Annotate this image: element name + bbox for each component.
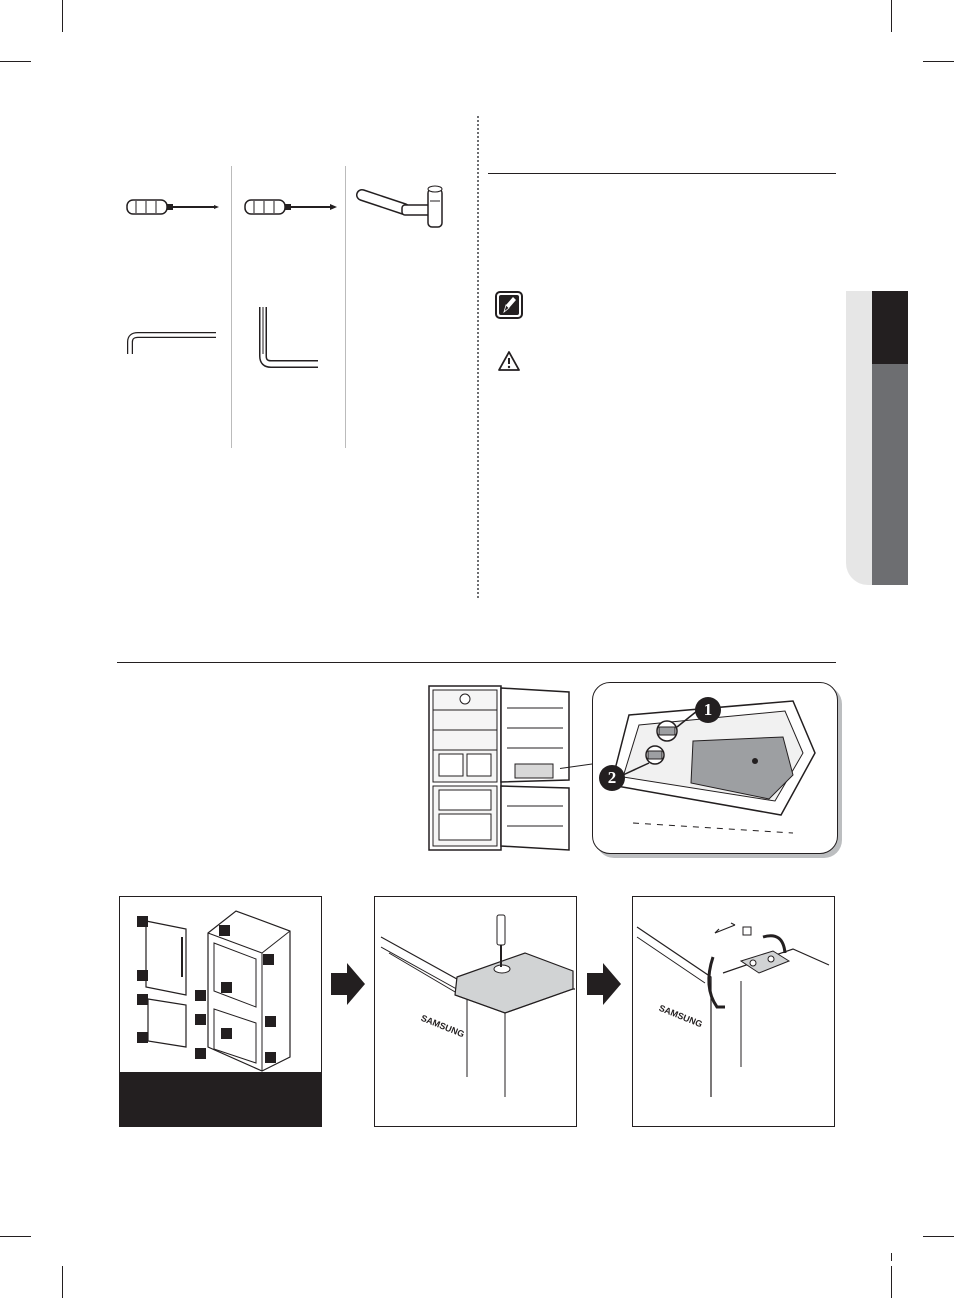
tool-grid-divider: [345, 166, 346, 448]
caution-triangle-icon: [497, 350, 521, 377]
note-pencil-icon: [495, 291, 523, 324]
step-panel-doors: [119, 896, 322, 1127]
step-marker: [265, 1016, 276, 1027]
crop-mark-top-left-v: [62, 0, 63, 32]
crop-mark-top-left-h: [0, 61, 31, 62]
step-marker: [137, 970, 148, 981]
hinge-cover-screw-illustration: [375, 897, 576, 1126]
step-marker: [219, 925, 230, 936]
crop-mark-top-right-v: [891, 0, 892, 32]
step-marker: [265, 1052, 276, 1063]
step-panel-wire-connector: [632, 896, 835, 1127]
callout-1-badge: 1: [695, 697, 721, 723]
step-marker: [195, 1048, 206, 1059]
step-marker: [195, 990, 206, 1001]
hex-key-small-icon: [126, 330, 220, 360]
step-arrow-icon: [587, 963, 621, 1010]
step-marker: [195, 1014, 206, 1025]
tray-zoom-callout: [592, 682, 838, 854]
step-caption-band: [120, 1072, 321, 1126]
hex-key-large-icon: [256, 304, 322, 370]
step-marker: [137, 1032, 148, 1043]
tool-grid-divider: [231, 166, 232, 448]
step-marker: [263, 954, 274, 965]
phillips-screwdriver-icon: [242, 196, 338, 218]
wire-connector-illustration: [633, 897, 834, 1126]
step-panel-hinge-cover: [374, 896, 577, 1127]
crop-mark-bottom-left-h: [0, 1236, 31, 1237]
brand-logo-text: SAMSUNG: [419, 1012, 466, 1040]
crop-mark-right-mid: [891, 1253, 892, 1261]
fridge-open-illustration: [425, 684, 575, 854]
callout-2-badge: 2: [599, 765, 625, 791]
column-divider: [477, 116, 479, 598]
side-tab-active: [872, 291, 908, 364]
step-marker: [137, 916, 148, 927]
step-arrow-icon: [331, 963, 365, 1010]
crop-mark-bottom-right-h: [923, 1236, 954, 1237]
full-section-rule: [117, 662, 836, 663]
flat-screwdriver-icon: [124, 196, 220, 218]
step-marker: [137, 994, 148, 1005]
brand-logo-text: SAMSUNG: [657, 1002, 704, 1030]
crop-mark-bottom-right-v: [891, 1266, 892, 1298]
crop-mark-bottom-left-v: [62, 1266, 63, 1298]
right-section-rule: [488, 173, 836, 174]
socket-wrench-icon: [356, 183, 456, 233]
crop-mark-top-right-h: [923, 61, 954, 62]
side-tab-inactive: [872, 364, 908, 585]
step-marker: [221, 982, 232, 993]
step-marker: [221, 1028, 232, 1039]
